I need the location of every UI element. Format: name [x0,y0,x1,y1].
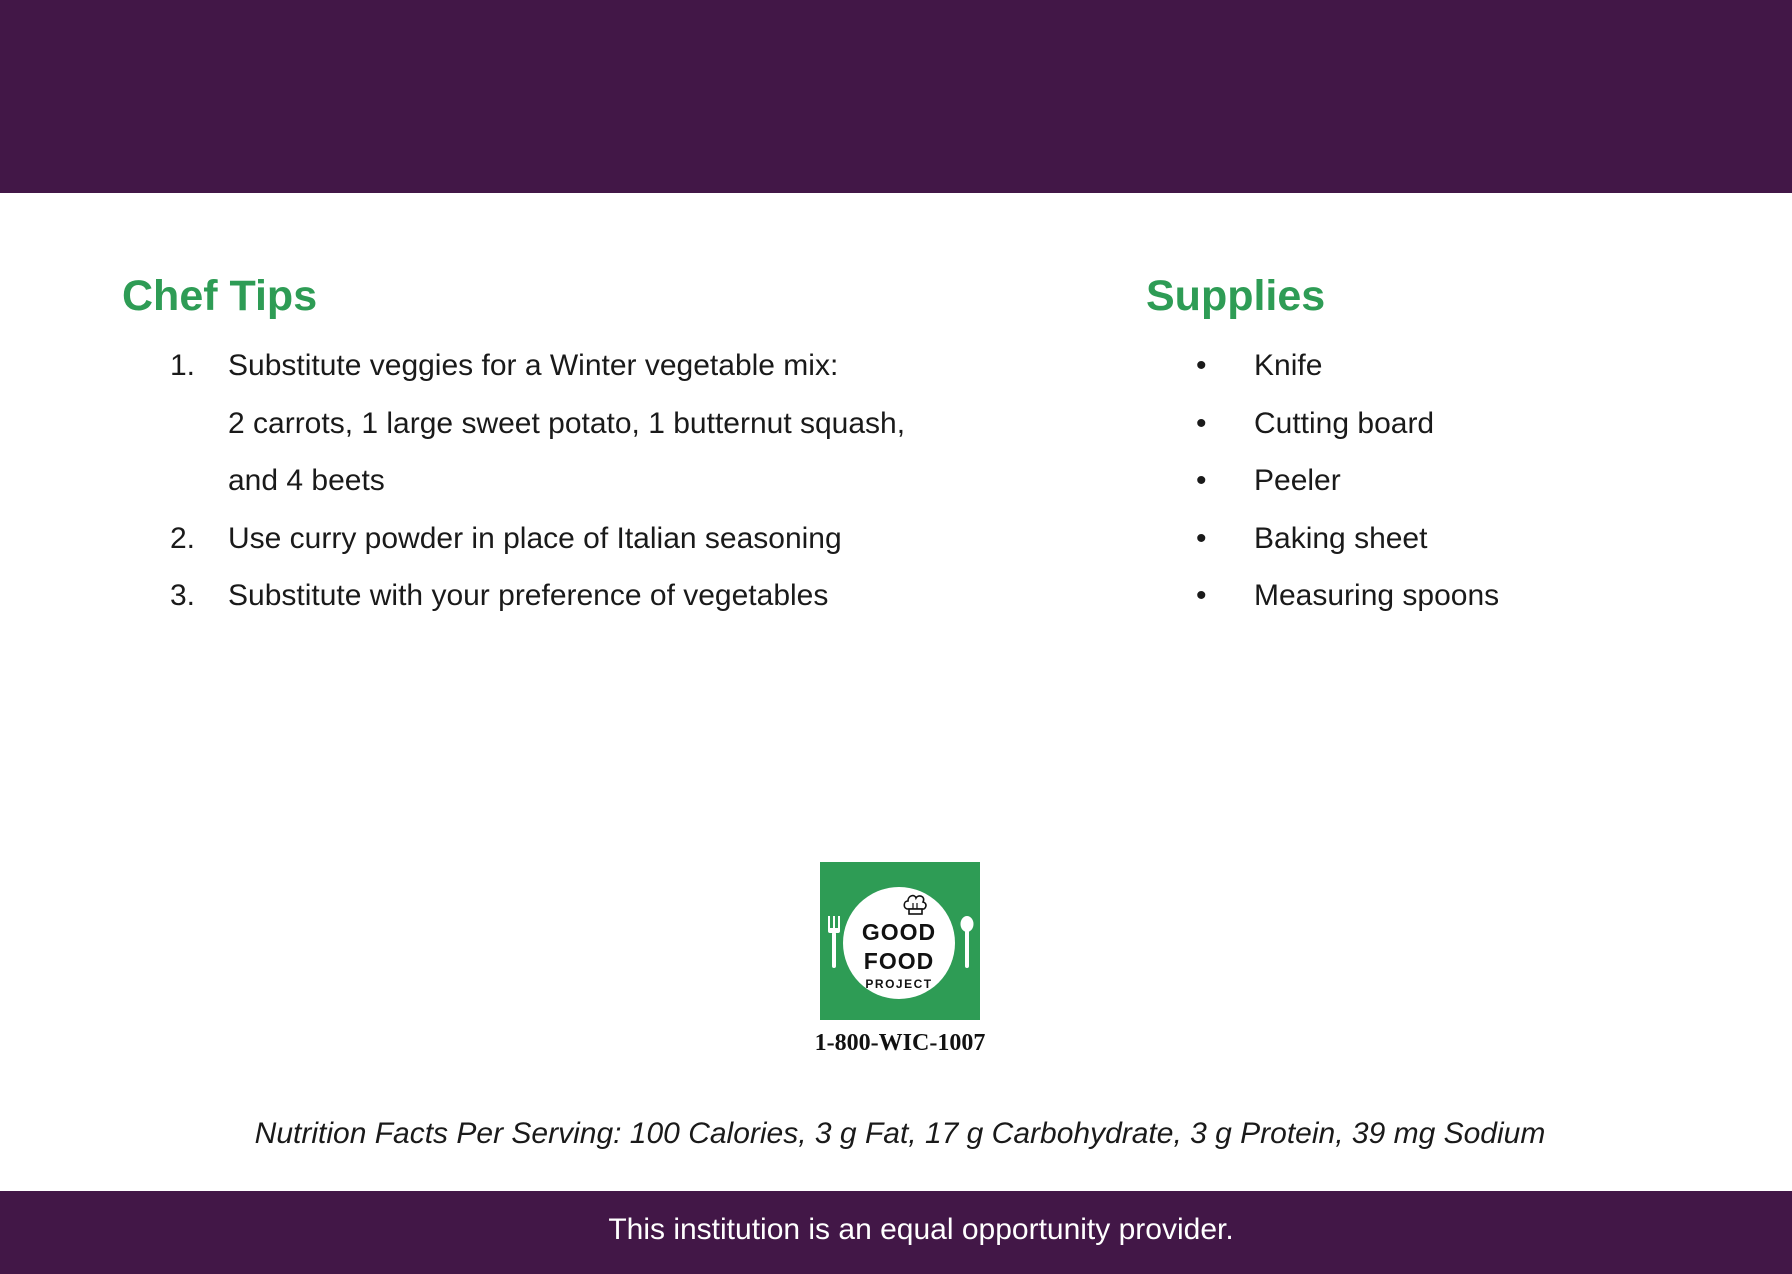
list-line: Use curry powder in place of Italian seasoning [228,521,842,555]
list-item [1196,510,1696,568]
fork-icon [828,916,840,968]
supply-label: Measuring spoons [1254,579,1500,612]
bullet-icon: • [1196,349,1207,382]
supplies-heading: Supplies [1146,272,1326,320]
supply-label: Baking sheet [1254,521,1428,555]
nutrition-facts: Nutrition Facts Per Serving: 100 Calories, 3 g Fat, 17 g Carbohydrate, 3 g Protein, 39 mg Sodium [254,1117,1546,1150]
chef-hat-icon [902,892,928,916]
list-item [170,510,970,568]
list-item [1196,395,1696,453]
chef-tips-heading: Chef Tips [122,272,318,320]
footer-text: This institution is an equal opportunity provider. [608,1213,1234,1246]
list-line: Substitute veggies for a Winter vegetable mix: [228,349,839,382]
bullet-icon: • [1196,406,1207,440]
bullet-icon: • [1196,521,1207,555]
list-line: Substitute with your preference of vegetables [228,579,829,612]
list-line: and 4 beets [228,464,385,497]
bottom-band [0,1191,1792,1274]
logo-line-food: FOOD [863,948,935,974]
list-item [1196,452,1696,510]
list-item [1196,337,1696,395]
bullet-icon: • [1196,579,1207,612]
supply-label: Cutting board [1254,406,1435,440]
logo-line-good: GOOD [861,919,937,945]
list-item [170,567,970,625]
list-number: 2. [170,521,196,555]
supplies-list [1196,337,1696,625]
supply-label: Peeler [1254,464,1341,497]
top-band [0,0,1792,193]
chef-tips-list [170,337,970,625]
phone-number: 1-800-WIC-1007 [814,1030,986,1056]
list-item [170,337,970,510]
supply-label: Knife [1254,349,1323,382]
list-number: 1. [170,349,196,382]
logo-line-project: PROJECT [865,977,933,991]
bullet-icon: • [1196,464,1207,497]
logo-plate [843,887,955,999]
good-food-project-logo [820,862,980,1020]
list-line: 2 carrots, 1 large sweet potato, 1 butternut squash, [228,406,906,440]
list-number: 3. [170,579,196,612]
spoon-icon [960,916,974,968]
list-item [1196,567,1696,625]
